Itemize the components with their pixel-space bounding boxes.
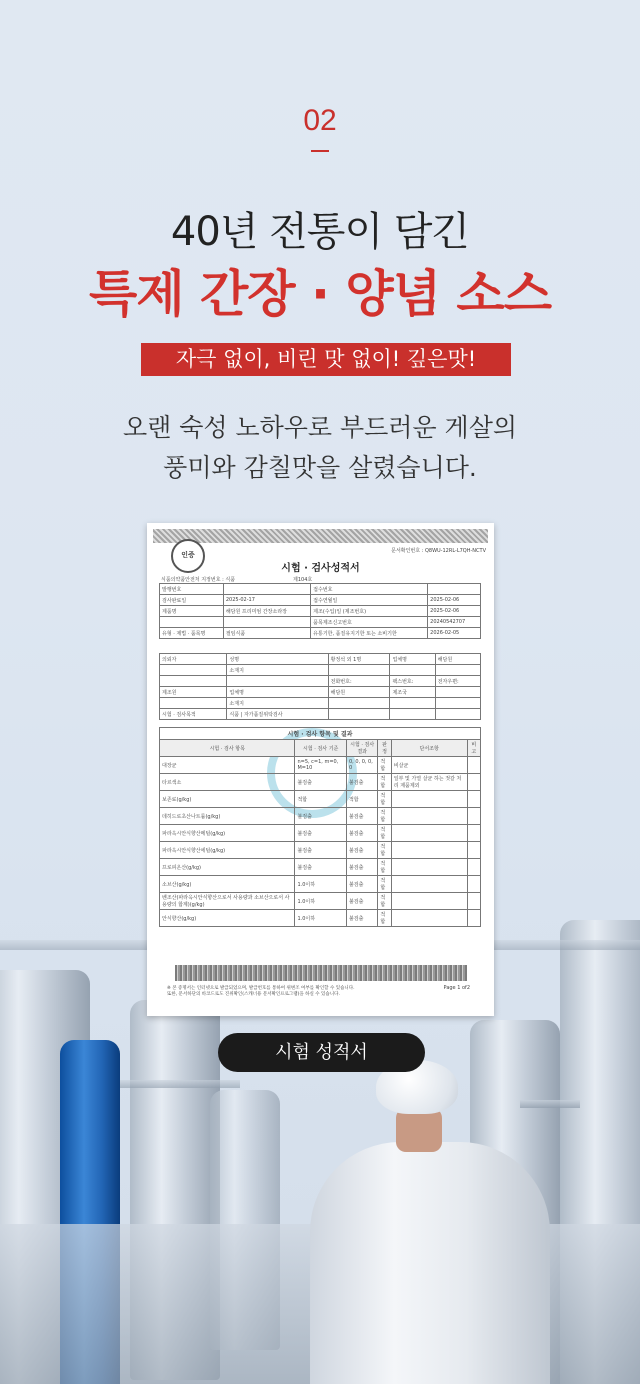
certificate-agency-number: 제104호 [293,577,313,583]
result-row-cell: 불검출 [295,774,347,791]
info-row-cell: 접수연월일 [311,595,428,606]
client-row-cell [435,687,480,698]
result-row-cell [391,842,467,859]
info-row-cell: 검사완료일 [160,595,224,606]
info-row-cell: 접수번호 [311,584,428,595]
result-row-cell: 불검출 [346,808,377,825]
headline-line-1: 40년 전통이 담긴 [170,209,470,255]
info-row-cell [428,584,481,595]
results-header-cell: 시험 · 검사 기준 [295,740,347,757]
result-row-cell [467,757,480,774]
result-row [160,876,481,893]
client-row-cell [390,698,435,709]
result-row-cell: 적합 [346,791,377,808]
section-number-underline [311,150,329,152]
result-row [160,825,481,842]
result-row-cell: 적합 [378,757,391,774]
result-row-cell [391,825,467,842]
result-row-cell: 일부 및 가열 살균 하는 젓갈 처리 제품제외 [391,774,467,791]
client-row-cell: 해담원 [435,654,480,665]
results-header-cell: 판정 [378,740,391,757]
result-row-cell: 불검출 [346,876,377,893]
result-row-cell [467,791,480,808]
result-row-cell: 불검출 [346,842,377,859]
result-row-cell [391,910,467,927]
client-row-cell [328,665,390,676]
client-row [160,676,481,687]
result-row-cell [467,842,480,859]
client-row-cell: 제조국 [390,687,435,698]
certificate-page-number: Page 1 of2 [443,985,470,991]
result-row-cell: 프로피온산(g/kg) [160,859,295,876]
result-row-cell: 1.0이하 [295,876,347,893]
info-row-cell [223,584,310,595]
certificate-results-table [159,727,481,927]
result-row-cell: 불검출 [346,774,377,791]
info-row [160,606,481,617]
headline-line-2: 특제 간장 · 양념 소스 [88,265,552,323]
info-row-cell: 제조(수입)일 (제조번호) [311,606,428,617]
client-row-cell: 의뢰자 [160,654,227,665]
info-row-cell: 제품명 [160,606,224,617]
certificate-serial: 문서확인번호 : Q8WU-12RL-L7QH-NCTV [391,548,486,554]
highlight-banner: 자극 없이, 비린 맛 없이! 깊은맛! [141,343,511,376]
certificate-client-table [159,653,481,720]
info-row-cell: 품목제조신고번호 [311,617,428,628]
result-row-cell: 데히드로초산나트륨(g/kg) [160,808,295,825]
result-row-cell: 불검출 [295,859,347,876]
result-row-cell: 적합 [378,808,391,825]
result-row [160,910,481,927]
result-row-cell: 0, 0, 0, 0, 0 [346,757,377,774]
result-row [160,893,481,910]
client-row [160,654,481,665]
result-row-cell: 불검출 [346,859,377,876]
info-row-cell: 해담원 프리미엄 간장소라장 [223,606,310,617]
client-row-cell: 해담원 [328,687,390,698]
info-row [160,628,481,639]
result-row-cell: 적합 [378,842,391,859]
test-certificate-image [147,523,494,1016]
certificate-footnote [167,985,355,997]
result-row-cell [467,910,480,927]
client-row [160,687,481,698]
certificate-info-table [159,583,481,639]
result-row-cell: 파라옥시안식향산에틸(g/kg) [160,842,295,859]
info-row-cell: 유통기한, 품질유지기한 또는 소비기한 [311,628,428,639]
client-row-cell: 시험 · 검사목적 [160,709,227,720]
result-row [160,859,481,876]
client-row-cell [160,676,227,687]
results-header-cell: 단서조항 [391,740,467,757]
result-row-cell [467,893,480,910]
info-row-cell: 2025-02-06 [428,595,481,606]
certificate-label-badge: 시험 성적서 [218,1033,425,1072]
result-row-cell: 소브산(g/kg) [160,876,295,893]
result-row-cell: 1.0이하 [295,893,347,910]
info-row [160,584,481,595]
result-row [160,774,481,791]
info-row-cell [160,617,224,628]
result-row [160,808,481,825]
result-row-cell: 대장균 [160,757,295,774]
result-row [160,791,481,808]
info-row-cell: 절임식품 [223,628,310,639]
result-row-cell: 불검출 [295,808,347,825]
results-header-cell: 시험 · 검사 항목 [160,740,295,757]
worker-figure-image [300,1060,560,1384]
certificate-barcode-top [153,529,488,543]
client-row [160,709,481,720]
result-row-cell: 적합 [295,791,347,808]
info-row-cell: 20240542707 [428,617,481,628]
result-row-cell [391,893,467,910]
info-row [160,617,481,628]
result-row-cell: 불검출 [295,825,347,842]
certificate-barcode-bottom [175,965,467,981]
result-row-cell: 적합 [378,910,391,927]
result-row-cell [467,774,480,791]
description [0,408,640,488]
result-row-cell [467,876,480,893]
client-row-cell [328,698,390,709]
client-row-cell [435,665,480,676]
result-row-cell [467,825,480,842]
result-row-cell: 벤조산(파라옥시안식향산으로서 사용량과 소브산으로서 사용량의 합계)(g/kg) [160,893,295,910]
result-row-cell [391,808,467,825]
result-row-cell: 적합 [378,825,391,842]
description-line-1: 오랜 숙성 노하우로 부드러운 게살의 [122,413,518,442]
client-row-cell: 황정석 외 1명 [328,654,390,665]
result-row-cell: 불검출 [295,842,347,859]
results-header-cell: 시험 · 검사결과 [346,740,377,757]
client-row [160,698,481,709]
info-row-cell: 2025-02-17 [223,595,310,606]
client-row-cell: 전화번호: [328,676,390,687]
info-row [160,595,481,606]
client-row-cell [227,676,328,687]
result-row-cell [391,859,467,876]
result-row-cell: 불검출 [346,825,377,842]
client-row-cell: 성명 [227,654,328,665]
certificate-stamp-icon: 인증 [171,539,205,573]
result-row-cell: 비살균 [391,757,467,774]
result-row-cell: 불검출 [346,910,377,927]
client-row-cell: 소재지 [227,698,328,709]
client-row [160,665,481,676]
result-row [160,842,481,859]
info-row-cell: 2025-02-06 [428,606,481,617]
result-row-cell [391,791,467,808]
info-row-cell: 2026-02-05 [428,628,481,639]
client-row-cell: 업체명 [390,654,435,665]
certificate-agency-line: 식품의약품안전처 지정번호 : 식품 [161,577,236,583]
result-row-cell [467,859,480,876]
client-row-cell: 업체명 [227,687,328,698]
result-row-cell: 파라옥시안식향산메틸(g/kg) [160,825,295,842]
client-row-cell [160,665,227,676]
client-row-cell: 전자우편: [435,676,480,687]
footnote-line-2: 또한, 문서하단의 바코드로도 진위확인(스캐너용 문서확인프로그램)을 하실 수 있습니다. [167,992,340,997]
result-row-cell: 적합 [378,791,391,808]
client-row-cell: 제조원 [160,687,227,698]
info-row-cell [223,617,310,628]
result-row [160,757,481,774]
result-row-cell [467,808,480,825]
client-row-cell [435,709,480,720]
result-row-cell: n=5, c=1, m=0, M=10 [295,757,347,774]
results-header-cell: 비고 [467,740,480,757]
result-row-cell: 보존료(g/kg) [160,791,295,808]
description-line-2: 풍미와 감칠맛을 살렸습니다. [163,453,477,482]
client-row-cell: 팩스번호: [390,676,435,687]
client-row-cell: 소재지 [227,665,328,676]
footnote-line-1: ※ 본 증명서는 인터넷으로 발급되었으며, 발급번호를 통하여 위변조 여부를 확인할 수 있습니다. [167,986,355,991]
client-row-cell [390,709,435,720]
result-row-cell: 적합 [378,876,391,893]
info-row-cell: 유형 · 제법 · 품목명 [160,628,224,639]
result-row-cell: 안식향산(g/kg) [160,910,295,927]
result-row-cell: 적합 [378,859,391,876]
info-row-cell: 발행번호 [160,584,224,595]
result-row-cell: 적합 [378,774,391,791]
client-row-cell [160,698,227,709]
certificate-title: 시험 · 검사성적서 [281,563,360,574]
client-row-cell [390,665,435,676]
result-row-cell [391,876,467,893]
result-row-cell: 1.0이하 [295,910,347,927]
client-row-cell [435,698,480,709]
result-row-cell: 적합 [378,893,391,910]
client-row-cell: 식품 | 자가품질위탁검사 [227,709,328,720]
section-number: 02 [303,104,337,137]
result-row-cell: 불검출 [346,893,377,910]
client-row-cell [328,709,390,720]
results-table-title: 시험 · 검사 항목 및 결과 [160,728,481,740]
result-row-cell: 타르색소 [160,774,295,791]
